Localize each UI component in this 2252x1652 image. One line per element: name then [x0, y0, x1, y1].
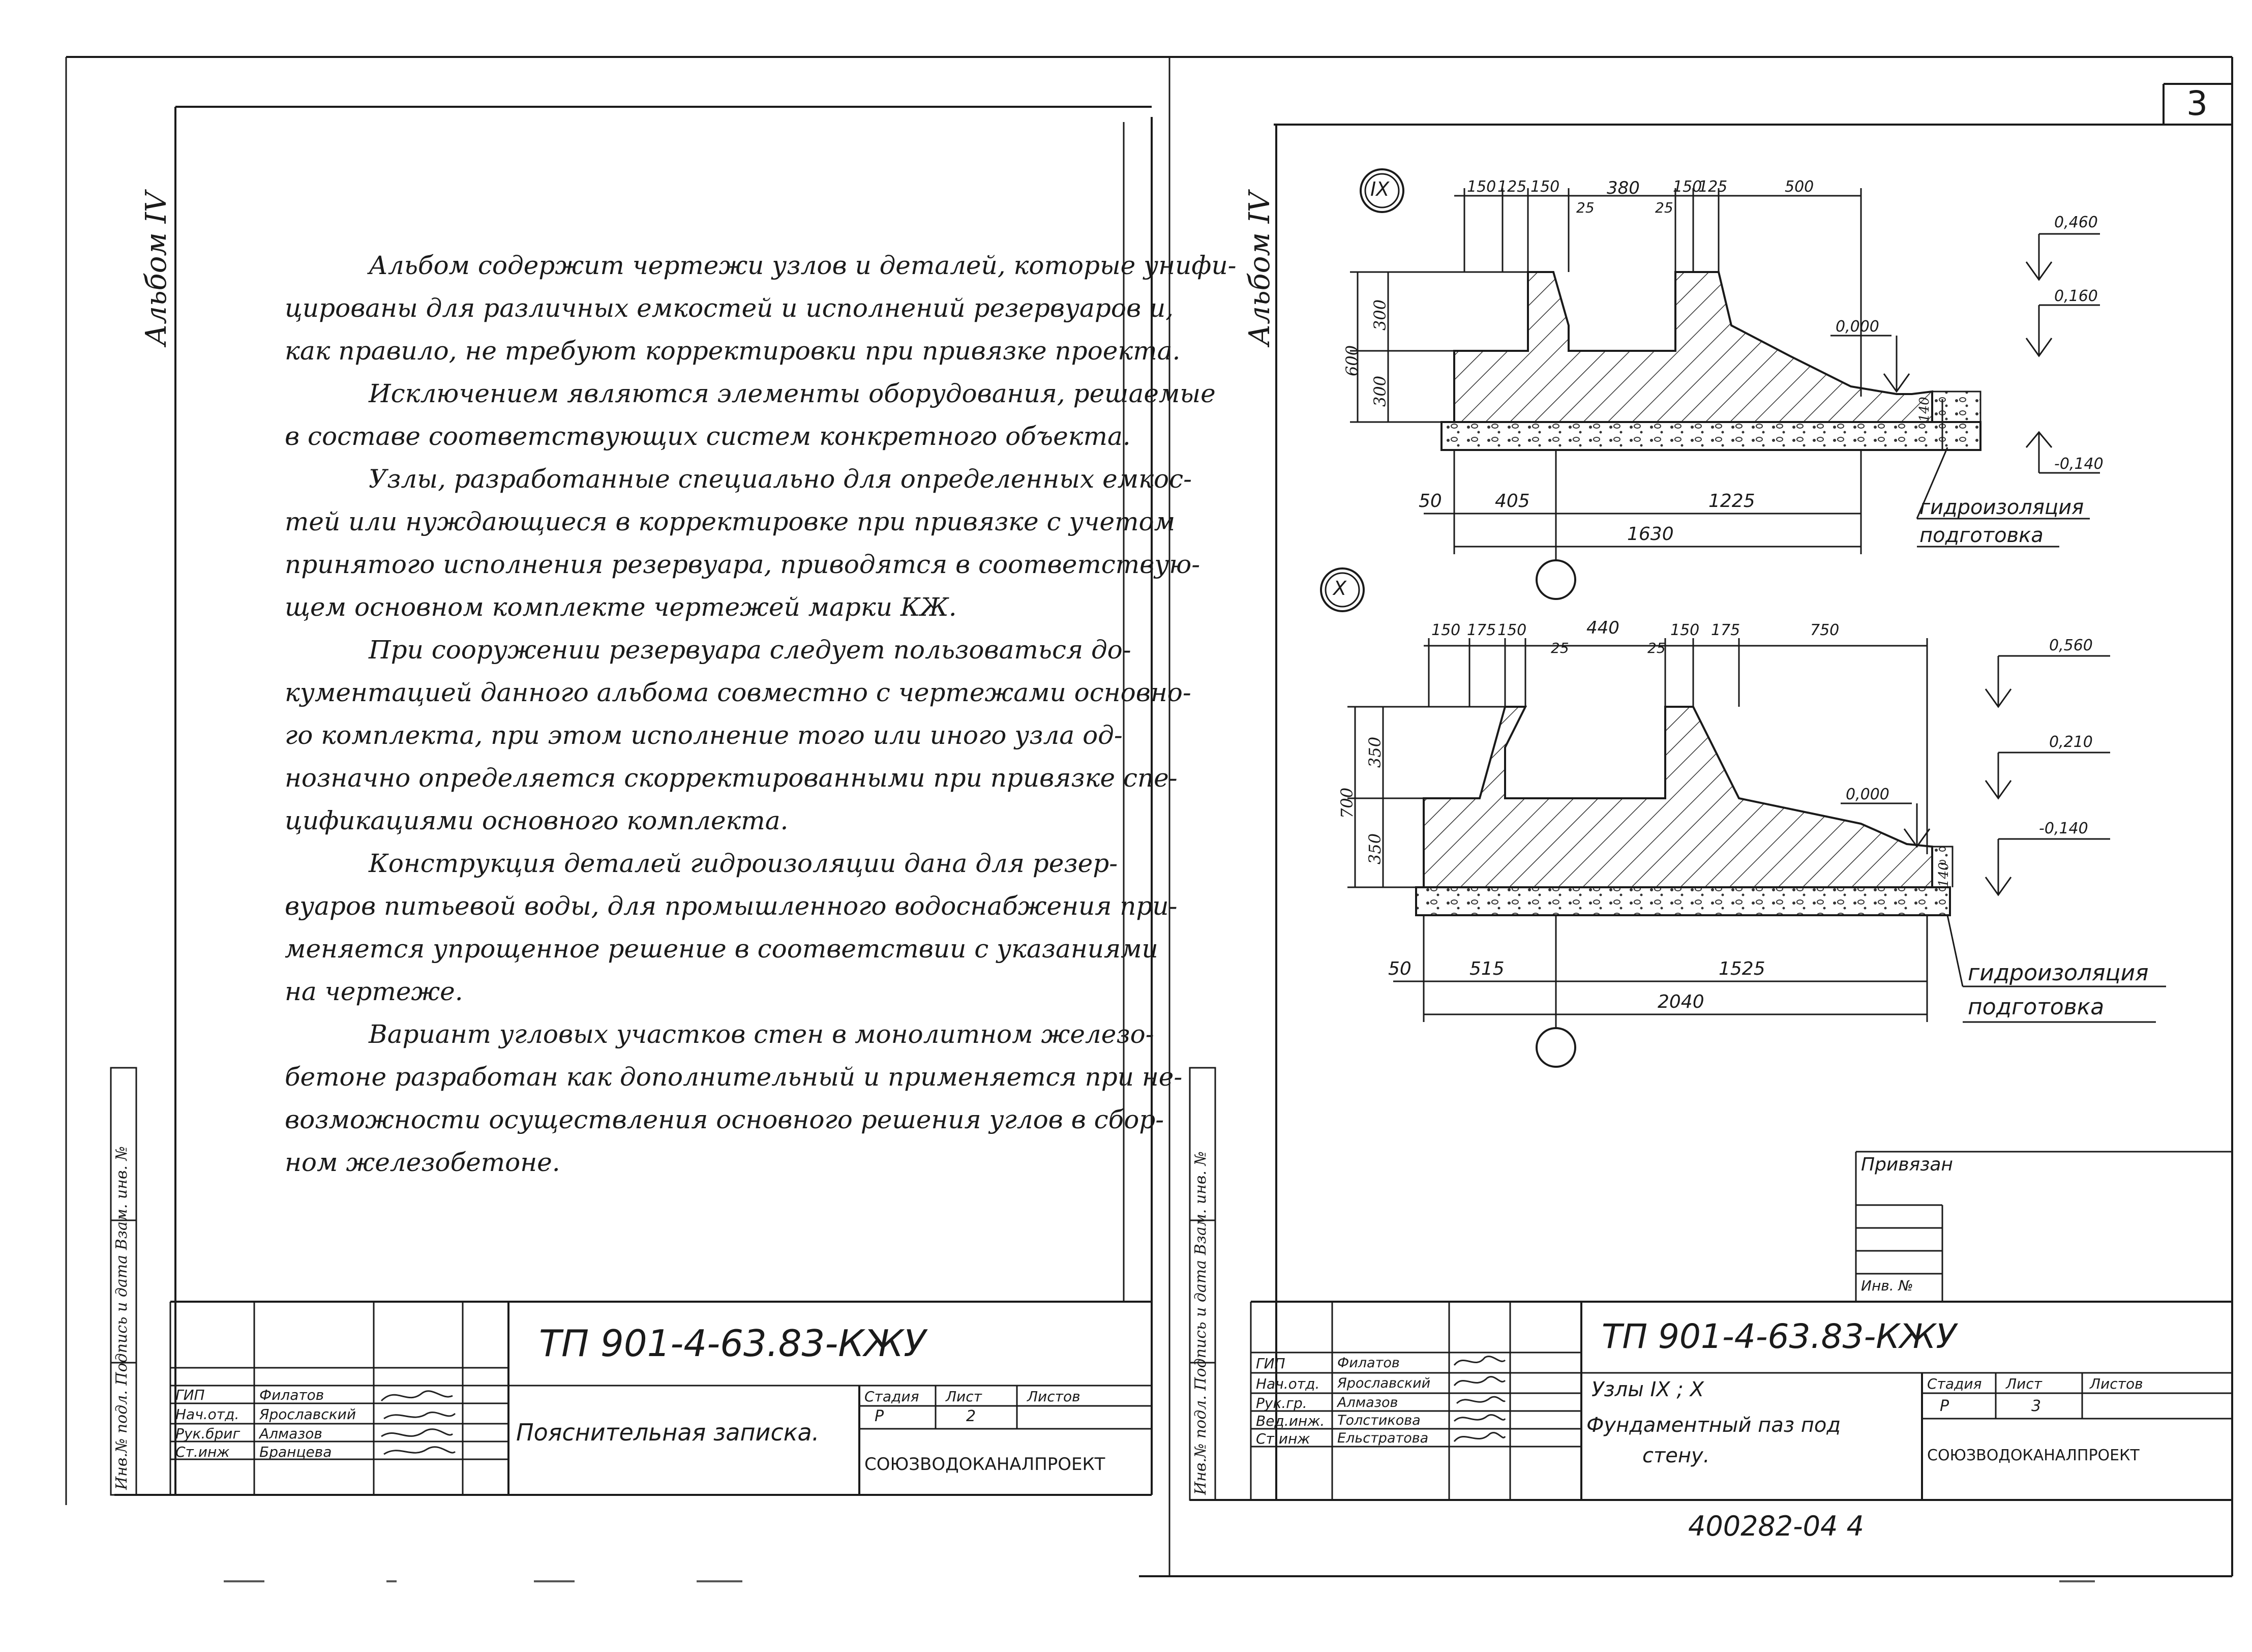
- elevation-label: 0,210: [2049, 733, 2093, 751]
- dim-label: 25: [1551, 640, 1569, 656]
- label-preparation: подготовка: [1968, 994, 2105, 1020]
- organization-right: СОЮЗВОДОКАНАЛПРОЕКТ: [1927, 1447, 2140, 1464]
- elevation-label: 0,160: [2054, 287, 2098, 305]
- sheet-header-right: Лист: [2006, 1375, 2042, 1392]
- dim-label: 1225: [1708, 491, 1755, 512]
- dim-label: 150: [1467, 178, 1496, 196]
- dim-label: 350: [1365, 736, 1385, 768]
- note-line: вуаров питьевой воды, для промышленного водоснабжения при-: [285, 891, 1178, 921]
- note-line: в составе соответствующих систем конкретного объекта.: [285, 422, 1131, 451]
- note-line: Вариант угловых участков стен в монолитном железо-: [369, 1019, 1154, 1049]
- archive-number: 400282-04 4: [1688, 1510, 1864, 1542]
- role-cell: Вед.инж.: [1256, 1413, 1325, 1429]
- dim-label: 150: [1673, 178, 1702, 196]
- dim-label: 125: [1497, 178, 1527, 196]
- note-line: цификациями основного комплекта.: [285, 806, 789, 835]
- node-x-label: X: [1333, 577, 1347, 599]
- dim-label: 50: [1419, 491, 1442, 512]
- margin-stamp-left: Инв.№ подл. Подпись и дата Взам. инв. №: [113, 1146, 131, 1490]
- role-cell: Ст.инж: [1256, 1430, 1310, 1447]
- role-cell: Рук.гр.: [1256, 1395, 1307, 1411]
- note-line: на чертеже.: [285, 977, 463, 1006]
- privyazan-label: Привязан: [1861, 1154, 1953, 1175]
- note-line: как правило, не требуют корректировки при привязке проекта.: [285, 336, 1181, 366]
- sheet-title-line: стену.: [1642, 1444, 1710, 1467]
- note-line: ном железобетоне.: [285, 1148, 560, 1177]
- dim-label: 300: [1370, 299, 1390, 331]
- dim-label: 25: [1576, 199, 1595, 216]
- dim-label: 125: [1698, 178, 1728, 196]
- elevation-label: 0,460: [2054, 214, 2098, 231]
- role-cell: Нач.отд.: [175, 1406, 239, 1423]
- name-cell: Толстикова: [1337, 1413, 1421, 1428]
- note-line: Альбом содержит чертежи узлов и деталей, которые унифи-: [369, 251, 1237, 280]
- elevation-label: 0,000: [1836, 318, 1879, 336]
- dim-label: 515: [1469, 958, 1505, 979]
- sheet-title-line: Фундаментный паз под: [1586, 1414, 1841, 1437]
- dim-label: 380: [1607, 178, 1640, 198]
- label-hydroinsulation: гидроизоляция: [1968, 960, 2149, 986]
- note-line: возможности осуществления основного решения углов в сбор-: [285, 1105, 1164, 1134]
- album-label-left: Альбом IV: [140, 191, 173, 346]
- signatures-right: [1452, 1353, 1508, 1449]
- sheet-value-left: 2: [966, 1407, 976, 1425]
- sheet-number: 3: [2186, 84, 2208, 123]
- elevation-label: 0,000: [1846, 786, 1889, 803]
- label-preparation: подготовка: [1919, 524, 2044, 547]
- dim-label: 25: [1655, 199, 1673, 216]
- dim-label: 50: [1388, 958, 1412, 979]
- name-cell: Ярославский: [1337, 1375, 1431, 1391]
- signatures-left: [376, 1386, 460, 1462]
- sheet-value-right: 3: [2031, 1397, 2041, 1415]
- dim-label: 150: [1530, 178, 1560, 196]
- role-cell: ГИП: [175, 1387, 205, 1403]
- note-line: цированы для различных емкостей и исполнений резервуаров и,: [285, 293, 1174, 323]
- name-cell: Ельстратова: [1337, 1430, 1429, 1446]
- dim-label: 140: [1936, 862, 1951, 887]
- note-line: Исключением являются элементы оборудования, решаемые: [369, 379, 1216, 408]
- role-cell: Рук.бриг: [175, 1425, 241, 1442]
- stage-header-right: Стадия: [1927, 1375, 1982, 1392]
- sheet-header-left: Лист: [946, 1388, 982, 1405]
- dim-label: 500: [1785, 178, 1814, 196]
- margin-stamp-right: Инв.№ подл. Подпись и дата Взам. инв. №: [1192, 1151, 1210, 1495]
- dim-label: 150: [1497, 621, 1527, 639]
- node-ix-label: IX: [1370, 178, 1390, 200]
- dim-label: 350: [1365, 833, 1385, 864]
- name-cell: Ярославский: [259, 1406, 356, 1423]
- node-x-drawing: [1321, 568, 2166, 1067]
- sheets-header-right: Листов: [2090, 1375, 2143, 1392]
- role-cell: ГИП: [1256, 1355, 1285, 1372]
- dim-label: 440: [1586, 618, 1619, 638]
- dim-label: 25: [1647, 640, 1666, 656]
- name-cell: Бранцева: [259, 1444, 332, 1460]
- dim-label: 175: [1467, 621, 1496, 639]
- stage-header-left: Стадия: [864, 1388, 919, 1405]
- note-line: При сооружении резервуара следует пользоваться до-: [369, 635, 1131, 665]
- note-line: щем основном комплекте чертежей марки КЖ.: [285, 592, 957, 622]
- stage-value-left: Р: [875, 1407, 884, 1425]
- dim-label: 140: [1917, 397, 1932, 422]
- organization-left: СОЮЗВОДОКАНАЛПРОЕКТ: [864, 1454, 1105, 1475]
- sheets-header-left: Листов: [1027, 1388, 1080, 1405]
- label-hydroinsulation: гидроизоляция: [1919, 496, 2084, 519]
- sheet-title-left: Пояснительная записка.: [516, 1419, 820, 1446]
- note-line: бетоне разработан как дополнительный и применяется при не-: [285, 1062, 1183, 1092]
- dim-label: 1630: [1627, 524, 1674, 545]
- note-line: Конструкция деталей гидроизоляции дана для резер-: [369, 849, 1118, 878]
- role-cell: Ст.инж: [175, 1444, 230, 1460]
- sheet-title-line: Узлы IX ; X: [1592, 1378, 1704, 1401]
- dim-label: 405: [1495, 491, 1530, 512]
- drawing-code-right: ТП 901-4-63.83-КЖУ: [1602, 1317, 1957, 1356]
- name-cell: Филатов: [1337, 1355, 1400, 1371]
- dim-label: 175: [1711, 621, 1740, 639]
- dim-label: 750: [1810, 621, 1840, 639]
- dim-label: 150: [1431, 621, 1461, 639]
- stage-value-right: Р: [1940, 1397, 1949, 1415]
- note-line: нозначно определяется скорректированными при привязке спе-: [285, 763, 1178, 793]
- inv-label: Инв. №: [1861, 1277, 1913, 1294]
- dim-label: 600: [1342, 345, 1362, 376]
- name-cell: Алмазов: [1337, 1395, 1398, 1410]
- dim-label: 700: [1337, 787, 1357, 819]
- album-label-right: Альбом IV: [1243, 191, 1276, 346]
- note-line: принятого исполнения резервуара, приводятся в соответствую-: [285, 550, 1200, 579]
- name-cell: Филатов: [259, 1387, 324, 1403]
- elevation-label: -0,140: [2054, 455, 2104, 473]
- dim-label: 1525: [1719, 958, 1765, 979]
- drawing-code-left: ТП 901-4-63.83-КЖУ: [539, 1322, 926, 1365]
- dim-label: 300: [1370, 375, 1390, 407]
- note-line: меняется упрощенное решение в соответствии с указаниями: [285, 934, 1158, 964]
- dim-label: 2040: [1658, 992, 1704, 1012]
- elevation-label: -0,140: [2039, 820, 2088, 837]
- note-line: тей или нуждающиеся в корректировке при привязке с учетом: [285, 507, 1176, 536]
- name-cell: Алмазов: [259, 1425, 322, 1442]
- note-line: го комплекта, при этом исполнение того или иного узла од-: [285, 720, 1123, 750]
- note-line: кументацией данного альбома совместно с чертежами основно-: [285, 678, 1191, 707]
- role-cell: Нач.отд.: [1256, 1375, 1320, 1392]
- note-line: Узлы, разработанные специально для определенных емкос-: [369, 464, 1192, 494]
- dim-label: 150: [1670, 621, 1700, 639]
- elevation-label: 0,560: [2049, 637, 2093, 654]
